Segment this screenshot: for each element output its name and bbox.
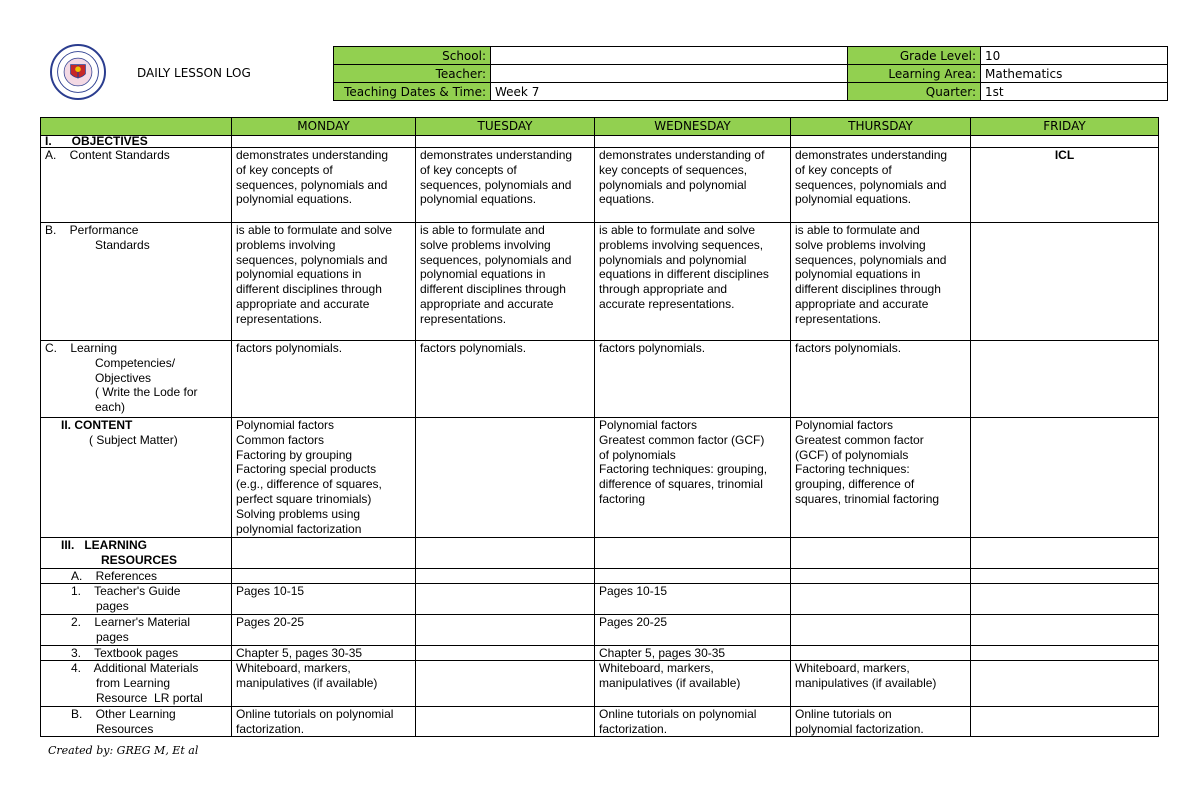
references-row	[41, 568, 1159, 584]
other-resources-row	[41, 706, 1159, 737]
learners-material-wednesday: Pages 20-25	[595, 614, 791, 645]
day-header-row	[41, 118, 1159, 136]
learners-material-tuesday	[416, 614, 595, 645]
learning-resources-heading: III. LEARNING RESOURCES	[41, 538, 232, 569]
content-tuesday	[416, 418, 595, 538]
content-row	[41, 418, 1159, 538]
textbook-pages-row	[41, 645, 1159, 661]
textbook-pages-wednesday: Chapter 5, pages 30-35	[595, 645, 791, 661]
content-standards-label: A. Content Standards	[41, 148, 232, 223]
learners-material-friday	[971, 614, 1159, 645]
footer-credit: Created by: GREG M, Et al	[48, 744, 199, 757]
day-header-wednesday: WEDNESDAY	[595, 118, 791, 136]
other-resources-thursday: Online tutorials on polynomial factorization.	[791, 706, 971, 737]
performance-standards-monday: is able to formulate and solve problems involving sequences, polynomials and polynomial equations in different disciplines through appropriate and accurate representations.	[232, 223, 416, 341]
teachers-guide-label: 1. Teacher's Guide pages	[41, 584, 232, 615]
teacher-value	[491, 65, 848, 83]
quarter-label: Quarter:	[848, 83, 981, 101]
grade-level-value: 10	[981, 47, 1168, 65]
teachers-guide-friday	[971, 584, 1159, 615]
textbook-pages-monday: Chapter 5, pages 30-35	[232, 645, 416, 661]
references-label: A. References	[41, 568, 232, 584]
teacher-label: Teacher:	[334, 65, 491, 83]
day-header-friday: FRIDAY	[971, 118, 1159, 136]
learners-material-row	[41, 614, 1159, 645]
content-label: II. CONTENT ( Subject Matter)	[41, 418, 232, 538]
teachers-guide-thursday	[791, 584, 971, 615]
content-friday	[971, 418, 1159, 538]
content-standards-friday: ICL	[971, 148, 1159, 223]
day-header-tuesday: TUESDAY	[416, 118, 595, 136]
teachers-guide-wednesday: Pages 10-15	[595, 584, 791, 615]
objectives-row	[41, 136, 1159, 148]
competencies-thursday: factors polynomials.	[791, 341, 971, 418]
grade-level-label: Grade Level:	[848, 47, 981, 65]
teachers-guide-tuesday	[416, 584, 595, 615]
day-header-monday: MONDAY	[232, 118, 416, 136]
textbook-pages-thursday	[791, 645, 971, 661]
other-resources-monday: Online tutorials on polynomial factorization.	[232, 706, 416, 737]
school-info-table	[333, 46, 1168, 101]
competencies-tuesday: factors polynomials.	[416, 341, 595, 418]
competencies-monday: factors polynomials.	[232, 341, 416, 418]
content-standards-row	[41, 148, 1159, 223]
day-header-blank	[41, 118, 232, 136]
additional-materials-tuesday	[416, 661, 595, 706]
competencies-label: C. Learning Competencies/ Objectives ( Write the Lode for each)	[41, 341, 232, 418]
performance-standards-wednesday: is able to formulate and solve problems involving sequences, polynomials and polynomial equations in different disciplines through appropriate and accurate representations.	[595, 223, 791, 341]
learners-material-monday: Pages 20-25	[232, 614, 416, 645]
learning-area-label: Learning Area:	[848, 65, 981, 83]
deped-seal-logo	[50, 44, 106, 100]
content-standards-wednesday: demonstrates understanding of key concepts of sequences, polynomials and polynomial equations.	[595, 148, 791, 223]
day-header-thursday: THURSDAY	[791, 118, 971, 136]
additional-materials-friday	[971, 661, 1159, 706]
textbook-pages-tuesday	[416, 645, 595, 661]
content-standards-thursday: demonstrates understanding of key concepts of sequences, polynomials and polynomial equations.	[791, 148, 971, 223]
performance-standards-label: B. Performance Standards	[41, 223, 232, 341]
performance-standards-thursday: is able to formulate and solve problems involving sequences, polynomials and polynomial equations in different disciplines through appropriate and accurate representations.	[791, 223, 971, 341]
additional-materials-row	[41, 661, 1159, 706]
competencies-row	[41, 341, 1159, 418]
learning-resources-row	[41, 538, 1159, 569]
performance-standards-tuesday: is able to formulate and solve problems involving sequences, polynomials and polynomial equations in different disciplines through appropriate and accurate representations.	[416, 223, 595, 341]
document-title: DAILY LESSON LOG	[137, 66, 251, 80]
school-value	[491, 47, 848, 65]
content-wednesday: Polynomial factors Greatest common factor (GCF) of polynomials Factoring techniques: grouping, difference of squares, trinomial factoring	[595, 418, 791, 538]
competencies-friday	[971, 341, 1159, 418]
competencies-wednesday: factors polynomials.	[595, 341, 791, 418]
learning-area-value: Mathematics	[981, 65, 1168, 83]
content-thursday: Polynomial factors Greatest common factor (GCF) of polynomials Factoring techniques: grouping, difference of squares, trinomial factoring	[791, 418, 971, 538]
additional-materials-wednesday: Whiteboard, markers, manipulatives (if available)	[595, 661, 791, 706]
additional-materials-monday: Whiteboard, markers, manipulatives (if available)	[232, 661, 416, 706]
quarter-value: 1st	[981, 83, 1168, 101]
teachers-guide-monday: Pages 10-15	[232, 584, 416, 615]
other-resources-friday	[971, 706, 1159, 737]
other-resources-wednesday: Online tutorials on polynomial factorization.	[595, 706, 791, 737]
textbook-pages-label: 3. Textbook pages	[41, 645, 232, 661]
teachers-guide-row	[41, 584, 1159, 615]
textbook-pages-friday	[971, 645, 1159, 661]
learners-material-thursday	[791, 614, 971, 645]
additional-materials-thursday: Whiteboard, markers, manipulatives (if available)	[791, 661, 971, 706]
content-standards-monday: demonstrates understanding of key concepts of sequences, polynomials and polynomial equations.	[232, 148, 416, 223]
other-resources-label: B. Other Learning Resources	[41, 706, 232, 737]
objectives-heading: I. OBJECTIVES	[41, 136, 232, 148]
content-monday: Polynomial factors Common factors Factoring by grouping Factoring special products (e.g., difference of squares, perfect square trinomials) Solving problems using polynomial factorization	[232, 418, 416, 538]
performance-standards-row	[41, 223, 1159, 341]
teaching-dates-value: Week 7	[491, 83, 848, 101]
school-label: School:	[334, 47, 491, 65]
performance-standards-friday	[971, 223, 1159, 341]
lesson-log-table	[40, 117, 1159, 737]
additional-materials-label: 4. Additional Materials from Learning Resource LR portal	[41, 661, 232, 706]
other-resources-tuesday	[416, 706, 595, 737]
learners-material-label: 2. Learner's Material pages	[41, 614, 232, 645]
content-standards-tuesday: demonstrates understanding of key concepts of sequences, polynomials and polynomial equations.	[416, 148, 595, 223]
teaching-dates-label: Teaching Dates & Time:	[334, 83, 491, 101]
